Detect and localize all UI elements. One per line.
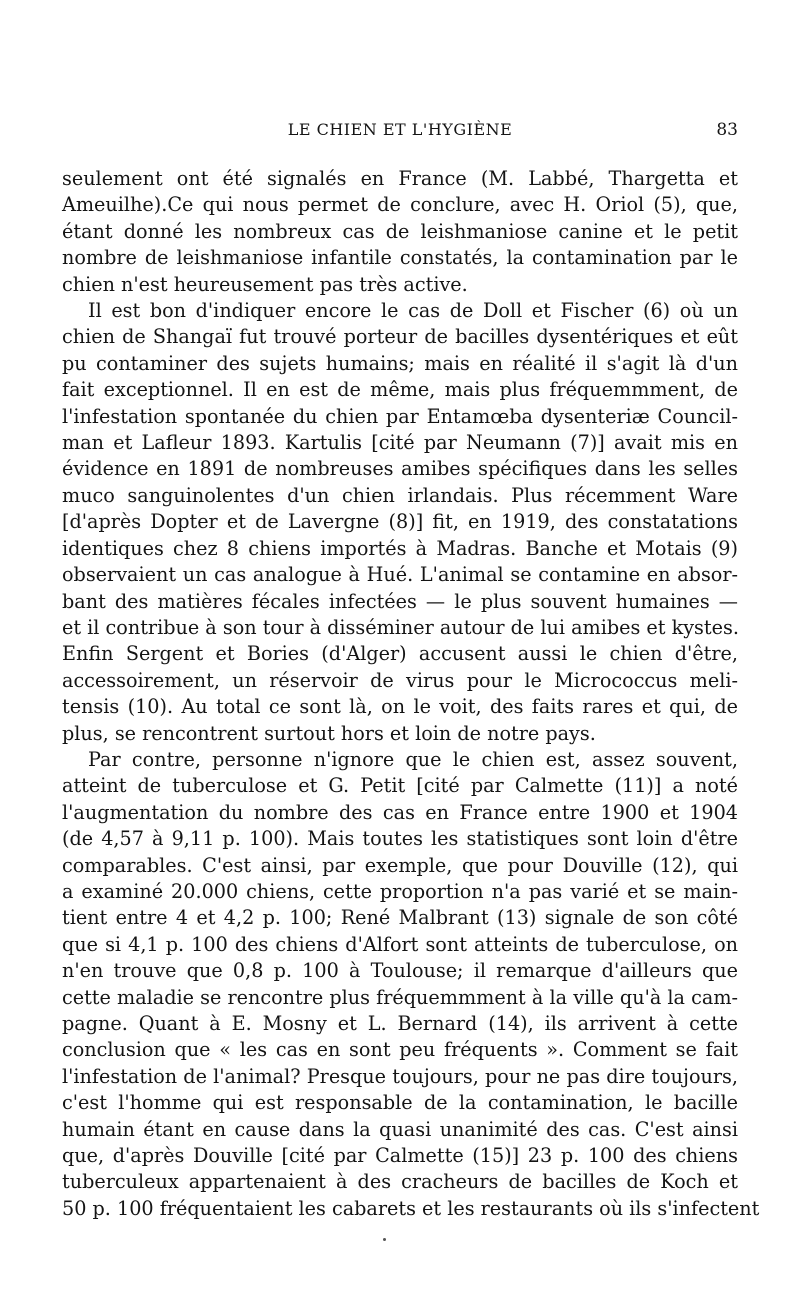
text-line: accessoirement, un réservoir de virus pour le Micrococcus meli- bbox=[62, 668, 738, 692]
text-line: pu contaminer des sujets humains; mais en réalité il s'agit là d'un bbox=[62, 351, 738, 375]
text-line: évidence en 1891 de nombreuses amibes spécifiques dans les selles bbox=[62, 457, 738, 481]
page-number: 83 bbox=[716, 120, 738, 140]
running-title: LE CHIEN ET L'HYGIÈNE bbox=[287, 120, 513, 139]
text-line: chien de Shangaï fut trouvé porteur de bacilles dysentériques et eût bbox=[62, 325, 738, 349]
text-line: pagne. Quant à E. Mosny et L. Bernard (14), ils arrivent à cette bbox=[62, 1012, 738, 1035]
text-line: bant des matières fécales infectées — le plus souvent humaines — bbox=[62, 589, 738, 613]
text-line: et il contribue à son tour à disséminer autour de lui amibes et kystes. bbox=[62, 615, 739, 639]
text-line: (de 4,57 à 9,11 p. 100). Mais toutes les statistiques sont loin d'être bbox=[62, 827, 738, 851]
text-line: l'infestation de l'animal? Presque toujours, pour ne pas dire toujours, bbox=[62, 1064, 738, 1088]
text-line: a examiné 20.000 chiens, cette proportion n'a pas varié et se main- bbox=[62, 879, 738, 903]
text-line: humain étant en cause dans la quasi unanimité des cas. C'est ainsi bbox=[62, 1117, 738, 1141]
text-line: l'augmentation du nombre des cas en France entre 1900 et 1904 bbox=[62, 800, 738, 824]
text-line: plus, se rencontrent surtout hors et loin de notre pays. bbox=[62, 721, 596, 745]
text-line: nombre de leishmaniose infantile constatés, la contamination par le bbox=[62, 246, 738, 270]
page-header bbox=[62, 120, 738, 146]
text-line: cette maladie se rencontre plus fréquemmment à la ville qu'à la cam- bbox=[62, 985, 738, 1009]
text-line: fait exceptionnel. Il en est de même, mais plus fréquemmment, de bbox=[62, 378, 738, 402]
text-line: comparables. C'est ainsi, par exemple, que pour Douville (12), qui bbox=[62, 853, 738, 877]
text-line: n'en trouve que 0,8 p. 100 à Toulouse; il remarque d'ailleurs que bbox=[62, 959, 738, 983]
text-line: muco sanguinolentes d'un chien irlandais. Plus récemment Ware bbox=[62, 483, 738, 507]
text-line: l'infestation spontanée du chien par Entamœba dysenteriæ Council- bbox=[62, 404, 738, 428]
text-line: étant donné les nombreux cas de leishmaniose canine et le petit bbox=[62, 219, 738, 243]
text-line: man et Lafleur 1893. Kartulis [cité par Neumann (7)] avait mis en bbox=[62, 431, 738, 455]
text-line: observaient un cas analogue à Hué. L'animal se contamine en absor- bbox=[62, 563, 738, 587]
text-line: atteint de tuberculose et G. Petit [cité par Calmette (11)] a noté bbox=[62, 774, 738, 798]
body-text bbox=[62, 166, 760, 1222]
text-line: Ameuilhe).Ce qui nous permet de conclure, avec H. Oriol (5), que, bbox=[62, 193, 738, 217]
text-line: c'est l'homme qui est responsable de la contamination, le bacille bbox=[62, 1091, 738, 1115]
text-line: Par contre, personne n'ignore que le chien est, assez souvent, bbox=[88, 747, 738, 771]
text-line: tient entre 4 et 4,2 p. 100; René Malbrant (13) signale de son côté bbox=[62, 906, 738, 930]
text-line: Enfin Sergent et Bories (d'Alger) accusent aussi le chien d'être, bbox=[62, 642, 738, 666]
text-line: conclusion que « les cas en sont peu fréquents ». Comment se fait bbox=[62, 1038, 738, 1062]
text-line: [d'après Dopter et de Lavergne (8)] fit, en 1919, des constatations bbox=[62, 510, 738, 534]
text-line: que, d'après Douville [cité par Calmette (15)] 23 p. 100 des chiens bbox=[62, 1144, 738, 1168]
text-line: 50 p. 100 fréquentaient les cabarets et les restaurants où ils s'infectent bbox=[62, 1196, 760, 1220]
text-line: que si 4,1 p. 100 des chiens d'Alfort sont atteints de tuberculose, on bbox=[62, 932, 738, 956]
text-line: tuberculeux appartenaient à des cracheurs de bacilles de Koch et bbox=[62, 1170, 738, 1194]
text-line: seulement ont été signalés en France (M. Labbé, Thargetta et bbox=[62, 167, 738, 190]
text-line: Il est bon d'indiquer encore le cas de Doll et Fischer (6) où un bbox=[88, 299, 738, 323]
print-speck bbox=[383, 1238, 386, 1241]
text-line: chien n'est heureusement pas très active. bbox=[62, 272, 468, 296]
text-line: identiques chez 8 chiens importés à Madras. Banche et Motais (9) bbox=[62, 536, 738, 560]
text-line: tensis (10). Au total ce sont là, on le voit, des faits rares et qui, de bbox=[62, 695, 738, 719]
